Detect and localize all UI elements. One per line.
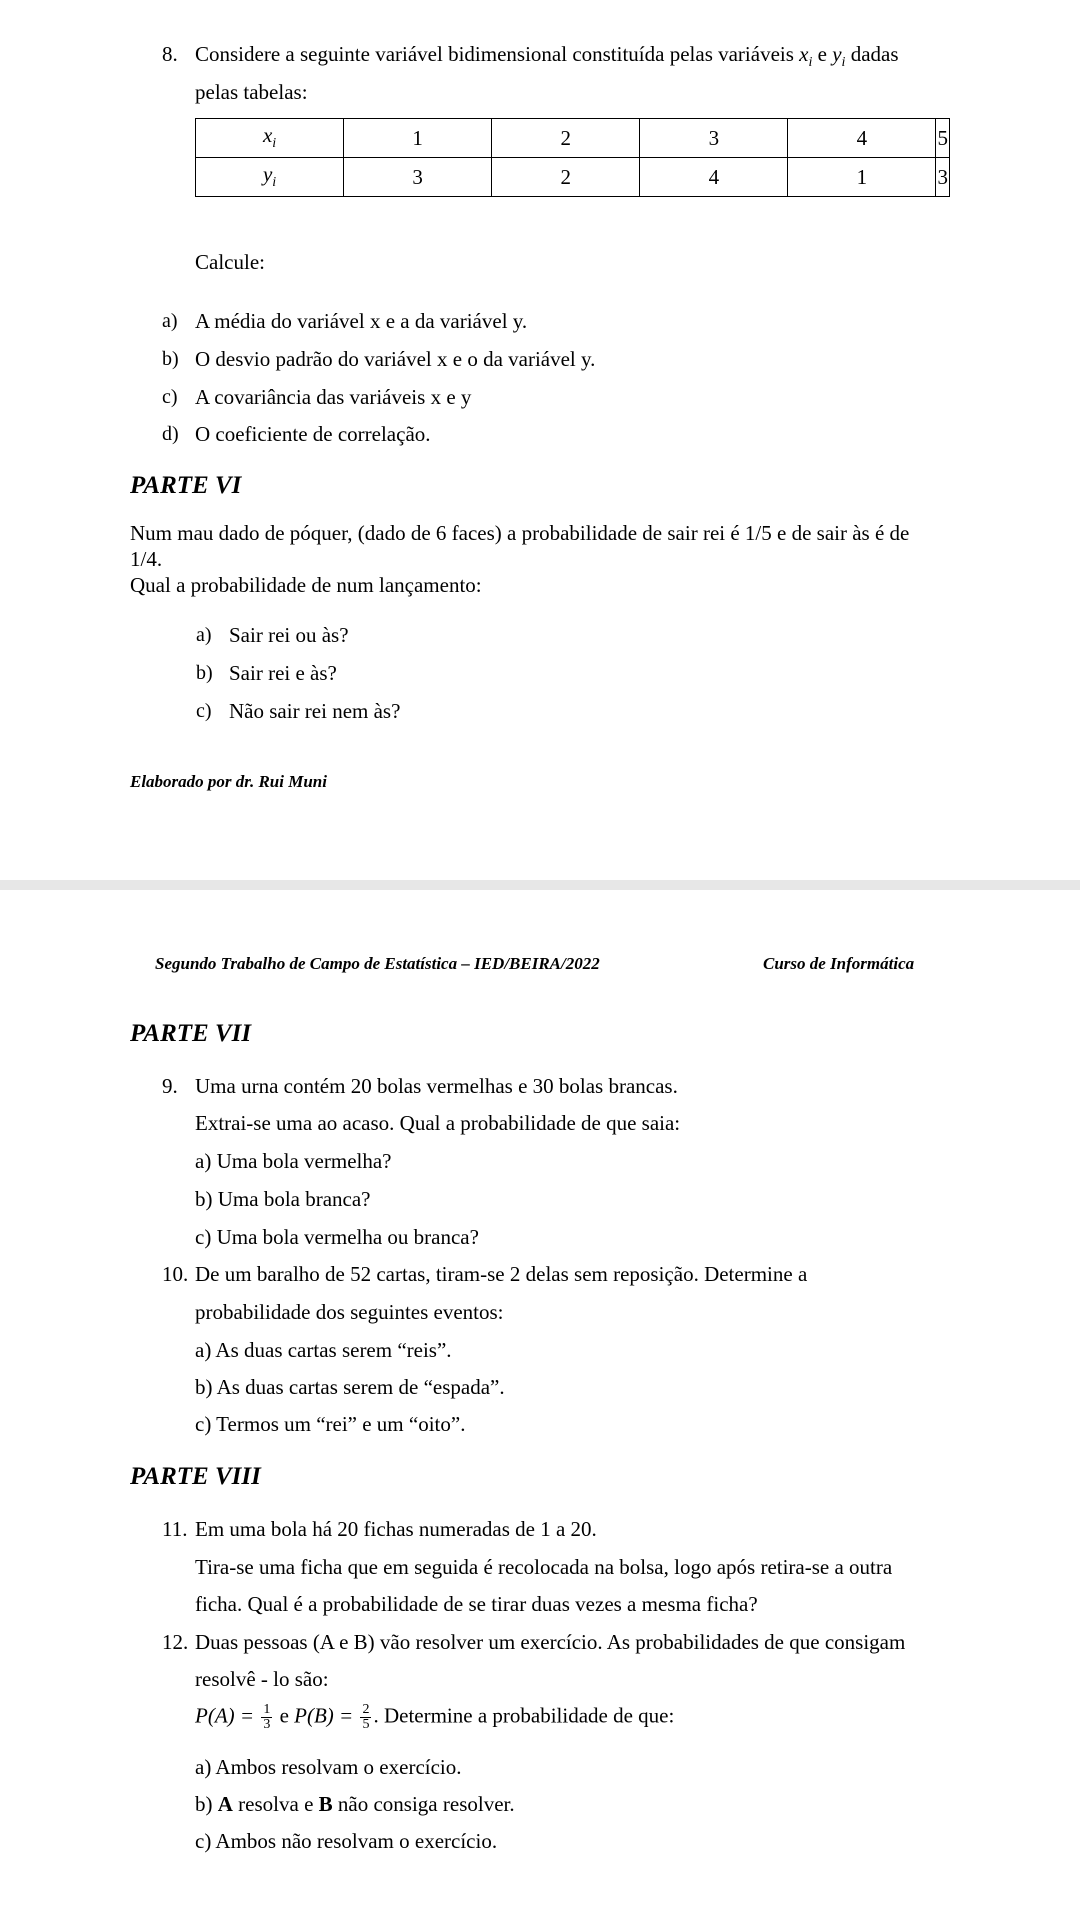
table-cell: 2: [492, 158, 640, 197]
q10-line1: De um baralho de 52 cartas, tiram-se 2 delas sem reposição. Determine a: [195, 1262, 808, 1286]
table-cell: 5: [936, 119, 950, 158]
page-separator: [0, 880, 1080, 890]
q8-item-label: b): [162, 348, 179, 370]
q9-line1: Uma urna contém 20 bolas vermelhas e 30 bolas brancas.: [195, 1074, 678, 1098]
q8-var-y: $y_i$: [832, 42, 846, 71]
prob-b-label: P(B) =: [294, 1703, 354, 1728]
person-b-bold: B: [318, 1792, 333, 1816]
parte6-item-label: c): [196, 700, 212, 722]
parte6-item-label: a): [196, 624, 212, 646]
q10-line2: probabilidade dos seguintes eventos:: [195, 1300, 504, 1324]
q10-item-b: b) As duas cartas serem de “espada”.: [195, 1375, 505, 1399]
q11-line3: ficha. Qual é a probabilidade de se tirar duas vezes a mesma ficha?: [195, 1592, 758, 1616]
q10-number: 10.: [162, 1262, 189, 1286]
parte6-para-line2: 1/4.: [130, 547, 163, 571]
q8-item-text: O coeficiente de correlação.: [195, 422, 431, 446]
parte6-para-line3: Qual a probabilidade de num lançamento:: [130, 573, 482, 597]
q8-item-text: O desvio padrão do variável x e o da variável y.: [195, 347, 596, 371]
section-title-parte-viii: PARTE VIII: [130, 1463, 261, 1490]
table-cell: 4: [788, 119, 936, 158]
header-course-name: Curso de Informática: [763, 954, 915, 973]
q8-item-label: a): [162, 310, 178, 332]
q12-item-c: c) Ambos não resolvam o exercício.: [195, 1829, 498, 1853]
table-header-x: $x_i$: [196, 119, 344, 158]
table-header-y: $y_i$: [196, 158, 344, 197]
q8-var-x: $x_i$: [799, 42, 813, 71]
table-cell: 4: [640, 158, 788, 197]
q12-item-a: a) Ambos resolvam o exercício.: [195, 1755, 462, 1779]
formula-after: . Determine a probabilidade de que:: [373, 1703, 675, 1728]
q11-line2: Tira-se uma ficha que em seguida é recolocada na bolsa, logo após retira-se a outra: [195, 1555, 893, 1579]
q8-item-label: d): [162, 423, 179, 445]
header-course-title: Segundo Trabalho de Campo de Estatística – IED/BEIRA/2022: [155, 954, 600, 973]
q9-item-a: a) Uma bola vermelha?: [195, 1149, 392, 1173]
q8-item-text: A média do variável x e a da variável y.: [195, 309, 528, 333]
q9-item-c: c) Uma bola vermelha ou branca?: [195, 1225, 479, 1249]
q12-line2: resolvê - lo são:: [195, 1667, 329, 1691]
q12-formula-line: [195, 1703, 674, 1732]
q8-line1: [195, 42, 899, 71]
table-cell: 2: [492, 119, 640, 158]
q8-item-label: c): [162, 386, 178, 408]
q8-line2: pelas tabelas:: [195, 80, 308, 104]
q8-number: 8.: [162, 42, 178, 66]
q12-line1: Duas pessoas (A e B) vão resolver um exercício. As probabilidades de que consigam: [195, 1630, 906, 1654]
q12-number: 12.: [162, 1630, 189, 1654]
table-cell: 1: [788, 158, 936, 197]
fraction-one-third: $\frac{1}{3}$: [263, 1702, 271, 1732]
calcule-label: Calcule:: [195, 250, 265, 274]
q9-number: 9.: [162, 1074, 178, 1098]
table-row-y: [196, 158, 950, 197]
q10-item-c: c) Termos um “rei” e um “oito”.: [195, 1412, 466, 1436]
q8-text-after: dadas: [850, 42, 899, 66]
table-cell: 3: [936, 158, 950, 197]
parte6-item-text: Não sair rei nem às?: [229, 699, 401, 723]
table-row-x: [196, 119, 950, 158]
q10-item-a: a) As duas cartas serem “reis”.: [195, 1338, 452, 1362]
data-table: [195, 118, 950, 197]
page-2: [0, 890, 1080, 1920]
table-cell: 3: [344, 158, 492, 197]
q8-text-before: Considere a seguinte variável bidimensional constituída pelas variáveis: [195, 42, 794, 66]
parte6-para-line1: Num mau dado de póquer, (dado de 6 faces) a probabilidade de sair rei é 1/5 e de sair às é de: [130, 521, 910, 545]
parte6-item-label: b): [196, 662, 213, 684]
section-title-parte-vi: PARTE VI: [130, 472, 242, 499]
table-cell: 3: [640, 119, 788, 158]
q11-number: 11.: [162, 1517, 188, 1541]
q11-line1: Em uma bola há 20 fichas numeradas de 1 a 20.: [195, 1517, 597, 1541]
table-cell: 1: [344, 119, 492, 158]
fraction-two-fifths: $\frac{2}{5}$: [362, 1702, 370, 1732]
person-a-bold: A: [217, 1792, 233, 1816]
parte6-item-text: Sair rei ou às?: [229, 623, 349, 647]
q9-item-b: b) Uma bola branca?: [195, 1187, 371, 1211]
q12-item-b: b) A resolva e B não consiga resolver.: [195, 1792, 515, 1816]
q8-conj: e: [817, 42, 827, 66]
section-title-parte-vii: PARTE VII: [130, 1020, 252, 1047]
q9-line2: Extrai-se uma ao acaso. Qual a probabilidade de que saia:: [195, 1111, 681, 1135]
prob-a-label: P(A) =: [195, 1703, 255, 1728]
page-1: [0, 0, 1080, 880]
author-credit: Elaborado por dr. Rui Muni: [130, 772, 327, 791]
parte6-item-text: Sair rei e às?: [229, 661, 337, 685]
formula-conj: e: [279, 1703, 289, 1728]
q8-item-text: A covariância das variáveis x e y: [195, 385, 472, 409]
